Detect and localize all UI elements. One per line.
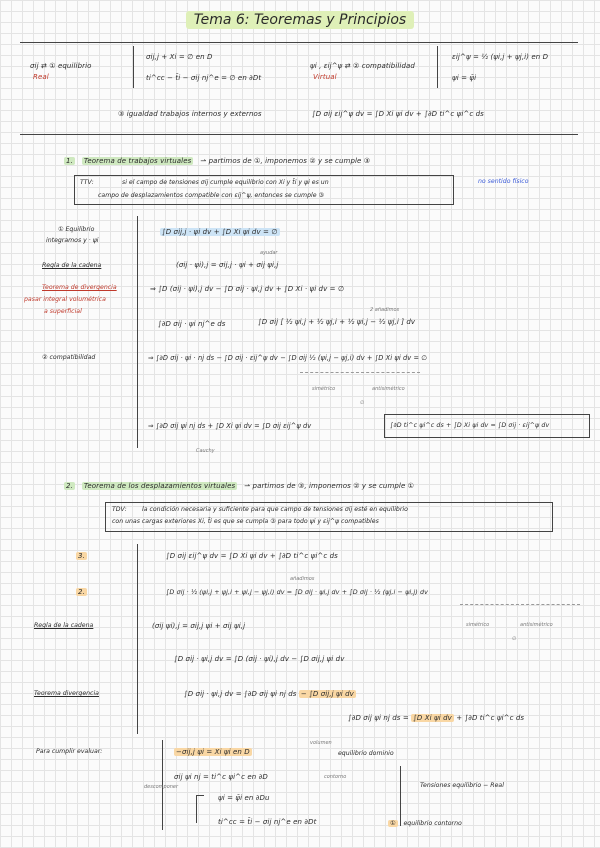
- header-boundary-eq: ti^cc − t̄i − σij nj^e = ∅ en ∂Dt: [146, 74, 262, 82]
- s2-left-chain-rule: Regla de la cadena: [34, 622, 94, 629]
- header-divider: [133, 46, 134, 88]
- s2-eq-e: [184, 690, 356, 698]
- s2-branch-line: [196, 795, 197, 823]
- s2-brace-result-2-num: ①: [390, 820, 396, 827]
- s1-eq4a: ∫∂D σij · ψi nj^e ds: [158, 320, 226, 328]
- s1-left-superficial: a superficial: [44, 308, 82, 315]
- s1-left-equilibrio: ① Equilibrio: [58, 226, 95, 233]
- s1-eq5: ⇒ ∫∂D σij · ψi · nj ds − ∫D σij · εij^ψ dv − ∫D σij ½ (ψi,j − ψj,i) dv + ∫D Xi ψi dv = ∅: [148, 354, 428, 362]
- s2-sys2: σij ψi nj = ti^c ψi^c en ∂D: [174, 773, 268, 781]
- header-item3-label: ③ igualdad trabajos internos y externos: [118, 110, 262, 118]
- header-top-rule: [20, 42, 578, 43]
- section2-number: 2.: [66, 482, 73, 490]
- header-compat-label: ψi , εij^ψ ⇄ ② compatibilidad: [310, 62, 415, 70]
- header-displacement-eq: ψi = ψ̄i: [452, 74, 477, 82]
- s1-eq5-zero: ∅: [360, 400, 365, 406]
- s2-eq-b-anti: antisimétrico: [520, 622, 553, 628]
- s2-brace-result-1: Tensiones equilibrio − Real: [420, 782, 504, 789]
- section2-divider: [137, 544, 138, 734]
- s1-eq6: ⇒ ∫∂D σij ψi nj ds + ∫D Xi ψi dv = ∫D σij εij^ψ dv: [148, 422, 312, 430]
- s1-left-compat: ② compatibilidad: [42, 354, 96, 361]
- s2-eq-b-note: añadimos: [290, 576, 315, 582]
- s2-eq-f: [348, 714, 524, 722]
- section1-title: Teorema de trabajos virtuales: [83, 157, 192, 165]
- s1-eq6-note: Cauchy: [196, 448, 215, 454]
- s2-eq-b-brace: [460, 604, 580, 605]
- header-strain-eq: εij^ψ = ½ (ψi,j + ψj,i) en D: [452, 53, 549, 61]
- section1-divider: [137, 216, 138, 448]
- s1-eq6-box: ∫∂D ti^c ψi^c ds + ∫D Xi ψi dv = ∫D σij · εij^ψ dv: [390, 422, 550, 429]
- section1-heading: [64, 157, 370, 165]
- s1-eq2-note: ayudar: [260, 250, 278, 256]
- s2-brace-result-2-label: equilibrio contorno: [403, 820, 462, 827]
- header-bottom-rule: [20, 134, 578, 135]
- s2-eq-f-equals: =: [402, 714, 412, 722]
- s2-sys1-note: volumen: [310, 740, 332, 746]
- s2-eq-b: ∫D σij · ½ (ψi,j + ψj,i + ψi,j − ψj,i) dv = ∫D σij · ψi,j dv + ∫D σij · ½ (ψj,i − ψi,j) dv: [166, 588, 429, 596]
- s2-branch-line: [196, 795, 204, 796]
- section2-heading: [64, 482, 414, 490]
- s2-eq-f-term2: ∫D Xi ψi dv: [413, 714, 452, 722]
- header-divider: [437, 46, 438, 88]
- s1-eq4-note: 2 añadimos: [370, 307, 400, 313]
- section1-number: 1.: [66, 157, 73, 165]
- tdv-label: TDV:: [112, 506, 127, 513]
- s1-left-integramos: integramos y · ψi: [46, 237, 99, 244]
- s2-eq-f-term1: ∫∂D σij ψi nj ds: [348, 714, 401, 722]
- section2-approach: ⇀ partimos de ③, imponemos ② y se cumple ①: [244, 482, 415, 490]
- s2-brace-result-2: [388, 820, 462, 827]
- header-item3-eq: ∫D σij εij^ψ dv = ∫D Xi ψi dv + ∫∂D ti^c ψi^c ds: [312, 110, 484, 118]
- s1-eq1: ∫D σij,j · ψi dv + ∫D Xi ψi dv = ∅: [162, 228, 278, 236]
- s2-eq-c: (σij ψi),j = σij,j ψi + σij ψi,j: [152, 622, 246, 630]
- ttv-side-note: no sentido físico: [478, 178, 529, 185]
- s2-left-divergence: Teorema divergencia: [34, 690, 99, 697]
- s1-eq2: (σij · ψi),j = σij,j · ψi + σij ψi,j: [176, 261, 279, 269]
- s2-num-3: 3.: [78, 552, 85, 560]
- s2-eq-e-highlight: − ∫D σij,j ψi dv: [300, 690, 354, 698]
- s2-result-brace: [400, 766, 401, 826]
- tdv-line-1: la condición necesaria y suficiente para que campo de tensiones σij esté en equilibrio: [142, 506, 408, 513]
- s2-eq-b-sym: simétrico: [466, 622, 490, 628]
- header-equilibrio-label: σij ⇄ ① equilibrio: [30, 62, 92, 70]
- header-virtual-label: Virtual: [313, 73, 337, 81]
- s1-left-chain-rule: Regla de la cadena: [42, 262, 102, 269]
- s2-sys1: −σij,j ψi = Xi ψi en D: [176, 748, 250, 756]
- s1-eq5-brace: [300, 372, 420, 373]
- ttv-line-1: si el campo de tensiones σij cumple equilibrio con Xi y t̄i y ψi es un: [122, 179, 329, 186]
- s2-sys3: ψi = ψ̄i en ∂Du: [218, 794, 270, 802]
- s2-sys1-result: equilibrio dominio: [338, 750, 394, 757]
- s2-descomponer-label: descomponer: [144, 784, 179, 790]
- s2-eq-f-term3: + ∫∂D ti^c ψi^c ds: [456, 714, 525, 722]
- ttv-label: TTV:: [80, 179, 94, 186]
- s1-eq3: ⇒ ∫D (σij · ψi),j dv − ∫D σij · ψi,j dv + ∫D Xi · ψi dv = ∅: [150, 285, 345, 293]
- s2-sys2-note: contorno: [324, 774, 347, 780]
- section2-title: Teorema de los desplazamientos virtuales: [83, 482, 236, 490]
- s1-left-divergence: Teorema de divergencia: [42, 284, 117, 291]
- page-title: Tema 6: Teoremas y Principios: [0, 12, 600, 28]
- s2-eq-d: ∫D σij · ψi,j dv = ∫D (σij · ψi),j dv − ∫D σij,j ψi dv: [174, 655, 345, 663]
- s1-eq5-sym: simétrico: [312, 386, 336, 392]
- s1-eq4b: ∫D σij [ ½ ψi,j + ½ ψj,i + ½ ψi,j − ½ ψj,i ] dv: [258, 318, 416, 326]
- s2-eq-b-zero: ∅: [512, 636, 517, 642]
- header-real-label: Real: [33, 73, 49, 81]
- s2-sys4: ti^cc = t̄i − σij nj^e en ∂Dt: [218, 818, 317, 826]
- ttv-line-2: campo de desplazamientos compatible con εij^ψ, entonces se cumple ③: [98, 192, 325, 199]
- section1-approach: ⇀ partimos de ①, imponemos ② y se cumple ③: [200, 157, 371, 165]
- s2-left-eval: Para cumplir evaluar:: [36, 748, 103, 755]
- s2-num-2: 2.: [78, 588, 85, 596]
- s2-eq-e-main: ∫D σij · ψi,j dv = ∫∂D σij ψi nj ds: [184, 690, 297, 698]
- s1-eq5-anti: antisimétrico: [372, 386, 405, 392]
- s1-left-pasar: pasar integral volumétrica: [24, 296, 106, 303]
- tdv-line-2: con unas cargas exteriores Xi, t̄i es que se cumpla ③ para todo ψi y εij^ψ compatibles: [112, 518, 379, 525]
- header-equilibrium-eq: σij,j + Xi = ∅ en D: [146, 53, 213, 61]
- s2-eq-a: ∫D σij εij^ψ dv = ∫D Xi ψi dv + ∫∂D ti^c ψi^c ds: [166, 552, 338, 560]
